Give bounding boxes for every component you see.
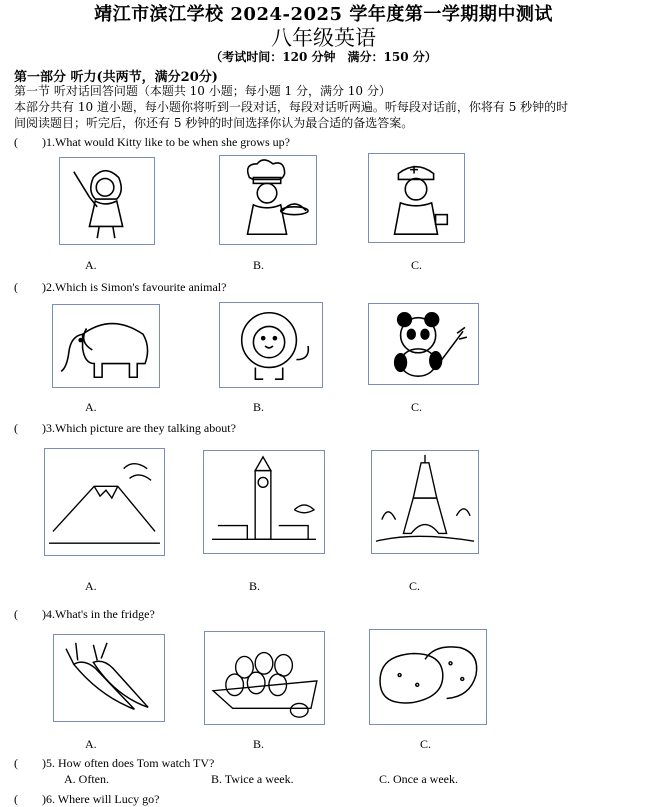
q4-option-a[interactable]: A. [85, 737, 97, 751]
q3-option-a[interactable]: A. [85, 579, 97, 593]
potatoes-icon [369, 629, 487, 725]
nurse-icon [368, 153, 465, 243]
instructions-line-2: 间阅读题目；听完后，你还有 5 秒钟的时间选择你认为最合适的备选答案。 [14, 116, 414, 130]
eggs-icon [204, 631, 325, 725]
exam-meta: （考试时间：120 分钟 满分：150 分） [210, 50, 437, 64]
question-4: ( )4.What's in the fridge? [14, 607, 155, 621]
carrots-icon [53, 634, 165, 722]
q4-option-c[interactable]: C. [420, 737, 432, 751]
q1-option-a[interactable]: A. [85, 258, 97, 272]
q1-option-b[interactable]: B. [253, 258, 265, 272]
question-2: ( )2.Which is Simon's favourite animal? [14, 280, 227, 294]
question-3: ( )3.Which picture are they talking about? [14, 421, 236, 435]
q2-option-b[interactable]: B. [253, 400, 265, 414]
q5-option-c[interactable]: C. Once a week. [379, 772, 458, 786]
chef-icon [219, 155, 317, 245]
question-6: ( )6. Where will Lucy go? [14, 792, 160, 806]
q4-option-b[interactable]: B. [253, 737, 265, 751]
part-heading: 第一部分 听力(共两节，满分20分) [14, 70, 218, 85]
lion-icon [219, 302, 323, 388]
eiffel-tower-icon [371, 450, 479, 554]
q5-option-a[interactable]: A. Often. [64, 772, 109, 786]
question-5: ( )5. How often does Tom watch TV? [14, 756, 215, 770]
q3-option-c[interactable]: C. [409, 579, 421, 593]
mount-fuji-icon [44, 448, 165, 556]
q1-option-c[interactable]: C. [411, 258, 423, 272]
q2-option-a[interactable]: A. [85, 400, 97, 414]
question-1: ( )1.What would Kitty like to be when she grows up? [14, 135, 290, 149]
section-heading: 第一节 听对话回答问题（本题共 10 小题；每小题 1 分，满分 10 分） [14, 84, 391, 98]
elephant-icon [52, 304, 160, 388]
exam-title: 靖江市滨江学校 2024-2025 学年度第一学期期中测试 [94, 4, 553, 25]
q3-option-b[interactable]: B. [249, 579, 261, 593]
exam-subtitle: 八年级英语 [271, 26, 376, 50]
q5-option-b[interactable]: B. Twice a week. [211, 772, 294, 786]
q2-option-c[interactable]: C. [411, 400, 423, 414]
panda-icon [368, 303, 479, 385]
teacher-icon [59, 157, 155, 245]
big-ben-icon [203, 450, 325, 554]
instructions-line-1: 本部分共有 10 道小题，每小题你将听到一段对话，每段对话听两遍。听每段对话前，你将有 5 秒钟的时 [14, 100, 569, 114]
